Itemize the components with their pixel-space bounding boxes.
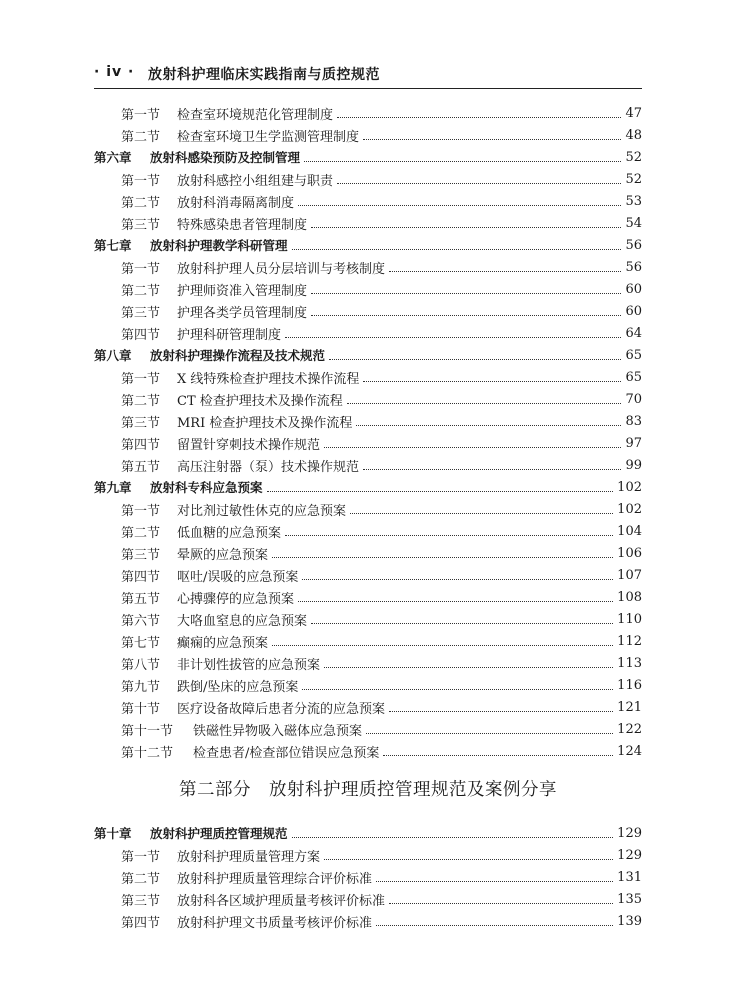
toc-entry-title: 晕厥的应急预案 bbox=[177, 547, 269, 563]
toc-entry-title: 癫痫的应急预案 bbox=[177, 635, 269, 651]
toc-entry-label: 第五节 bbox=[121, 459, 161, 475]
toc-section-entry[interactable] bbox=[94, 124, 642, 146]
toc-entry-title: 检查室环境规范化管理制度 bbox=[177, 107, 334, 123]
toc-entry-title: 放射科消毒隔离制度 bbox=[177, 195, 295, 211]
toc-entry-page: 48 bbox=[625, 127, 642, 143]
toc-entry-title: 放射科专科应急预案 bbox=[150, 480, 263, 495]
toc-entry-title: 非计划性拔管的应急预案 bbox=[177, 657, 321, 673]
dot-leader bbox=[363, 139, 621, 140]
dot-leader bbox=[324, 859, 613, 860]
toc-entry-page: 131 bbox=[617, 869, 642, 885]
toc-entry-page: 60 bbox=[625, 303, 642, 319]
toc-list-part1 bbox=[94, 102, 642, 762]
toc-entry-title: 放射科感染预防及控制管理 bbox=[150, 150, 301, 165]
toc-entry-page: 102 bbox=[617, 501, 642, 517]
toc-entry-page: 108 bbox=[617, 589, 642, 605]
toc-entry-page: 110 bbox=[617, 611, 642, 627]
toc-entry-title: CT 检查护理技术及操作流程 bbox=[177, 393, 343, 409]
toc-entry-label: 第二节 bbox=[121, 393, 161, 409]
toc-entry-label: 第九节 bbox=[121, 679, 161, 695]
toc-entry-title: 留置针穿刺技术操作规范 bbox=[177, 437, 321, 453]
dot-leader bbox=[298, 205, 621, 206]
dot-leader bbox=[311, 623, 613, 624]
toc-entry-page: 107 bbox=[617, 567, 642, 583]
toc-entry-label: 第六节 bbox=[121, 613, 161, 629]
toc-list-part2 bbox=[94, 822, 642, 932]
toc-section-entry[interactable] bbox=[94, 322, 642, 344]
toc-entry-label: 第二节 bbox=[121, 871, 161, 887]
toc-entry-page: 116 bbox=[617, 677, 642, 693]
toc-entry-label: 第三节 bbox=[121, 893, 161, 909]
toc-entry-label: 第二节 bbox=[121, 283, 161, 299]
toc-entry-page: 129 bbox=[617, 847, 642, 863]
toc-entry-label: 第一节 bbox=[121, 371, 161, 387]
dot-leader bbox=[363, 469, 621, 470]
toc-entry-label: 第四节 bbox=[121, 569, 161, 585]
toc-entry-title: 心搏骤停的应急预案 bbox=[177, 591, 295, 607]
toc-chapter-entry[interactable] bbox=[94, 476, 642, 498]
toc-entry-title: 放射科护理质量管理综合评价标准 bbox=[177, 871, 373, 887]
toc-entry-label: 第十二节 bbox=[121, 745, 174, 761]
toc-section-entry[interactable] bbox=[94, 564, 642, 586]
toc-entry-label: 第一节 bbox=[121, 503, 161, 519]
toc-section-entry[interactable] bbox=[94, 366, 642, 388]
dot-leader bbox=[383, 755, 613, 756]
dot-leader bbox=[272, 645, 613, 646]
toc-section-entry[interactable] bbox=[94, 454, 642, 476]
toc-entry-label: 第三节 bbox=[121, 217, 161, 233]
toc-entry-page: 129 bbox=[617, 825, 642, 841]
dot-leader bbox=[389, 711, 613, 712]
toc-entry-page: 47 bbox=[625, 105, 642, 121]
toc-entry-title: 放射科护理文书质量考核评价标准 bbox=[177, 915, 373, 931]
toc-entry-title: 放射科各区域护理质量考核评价标准 bbox=[177, 893, 386, 909]
toc-entry-label: 第八章 bbox=[94, 348, 132, 363]
toc-section-entry[interactable] bbox=[94, 718, 642, 740]
dot-leader bbox=[285, 535, 613, 536]
dot-leader bbox=[298, 601, 613, 602]
toc-section-entry[interactable] bbox=[94, 498, 642, 520]
toc-section-entry[interactable] bbox=[94, 674, 642, 696]
dot-leader bbox=[324, 447, 621, 448]
toc-entry-title: 护理科研管理制度 bbox=[177, 327, 282, 343]
toc-entry-label: 第三节 bbox=[121, 305, 161, 321]
toc-entry-title: 跌倒/坠床的应急预案 bbox=[177, 679, 299, 695]
toc-entry-label: 第四节 bbox=[121, 437, 161, 453]
header-rule bbox=[94, 88, 642, 89]
toc-entry-title: 放射科护理质控管理规范 bbox=[150, 826, 288, 841]
toc-section-entry[interactable] bbox=[94, 652, 642, 674]
dot-leader bbox=[311, 293, 621, 294]
dot-leader bbox=[311, 227, 621, 228]
dot-leader bbox=[285, 337, 621, 338]
dot-leader bbox=[311, 315, 621, 316]
toc-entry-page: 65 bbox=[625, 369, 642, 385]
toc-entry-page: 56 bbox=[625, 237, 642, 253]
toc-entry-page: 122 bbox=[617, 721, 642, 737]
toc-entry-page: 113 bbox=[617, 655, 642, 671]
toc-entry-title: X 线特殊检查护理技术操作流程 bbox=[177, 371, 360, 387]
toc-entry-page: 54 bbox=[625, 215, 642, 231]
dot-leader bbox=[376, 881, 613, 882]
toc-entry-page: 56 bbox=[625, 259, 642, 275]
toc-entry-title: 低血糖的应急预案 bbox=[177, 525, 282, 541]
dot-leader bbox=[302, 689, 613, 690]
dot-leader bbox=[304, 161, 621, 162]
dot-leader bbox=[356, 425, 621, 426]
toc-entry-page: 70 bbox=[625, 391, 642, 407]
toc-entry-title: 大咯血窒息的应急预案 bbox=[177, 613, 308, 629]
toc-entry-page: 139 bbox=[617, 913, 642, 929]
dot-leader bbox=[363, 381, 621, 382]
toc-entry-title: 特殊感染患者管理制度 bbox=[177, 217, 308, 233]
toc-entry-page: 83 bbox=[625, 413, 642, 429]
toc-entry-title: 放射科护理教学科研管理 bbox=[150, 238, 288, 253]
toc-section-entry[interactable] bbox=[94, 432, 642, 454]
toc-section-entry[interactable] bbox=[94, 168, 642, 190]
toc-entry-label: 第二节 bbox=[121, 525, 161, 541]
toc-entry-label: 第二节 bbox=[121, 195, 161, 211]
toc-entry-title: MRI 检查护理技术及操作流程 bbox=[177, 415, 353, 431]
toc-section-entry[interactable] bbox=[94, 608, 642, 630]
toc-entry-label: 第八节 bbox=[121, 657, 161, 673]
dot-leader bbox=[329, 359, 621, 360]
toc-section-entry[interactable] bbox=[94, 696, 642, 718]
toc-entry-page: 106 bbox=[617, 545, 642, 561]
toc-entry-title: 检查患者/检查部位错误应急预案 bbox=[193, 745, 380, 761]
toc-entry-label: 第十节 bbox=[121, 701, 161, 717]
toc-entry-title: 高压注射器（泵）技术操作规范 bbox=[177, 459, 360, 475]
toc-section-entry[interactable] bbox=[94, 910, 642, 932]
toc-section-entry[interactable] bbox=[94, 388, 642, 410]
toc-entry-title: 呕吐/误吸的应急预案 bbox=[177, 569, 299, 585]
toc-entry-page: 102 bbox=[617, 479, 642, 495]
dot-leader bbox=[302, 579, 613, 580]
toc-entry-label: 第四节 bbox=[121, 327, 161, 343]
toc-entry-label: 第七节 bbox=[121, 635, 161, 651]
toc-entry-title: 放射科感控小组组建与职责 bbox=[177, 173, 334, 189]
toc-entry-page: 64 bbox=[625, 325, 642, 341]
toc-entry-label: 第一节 bbox=[121, 261, 161, 277]
toc-entry-title: 放射科护理质量管理方案 bbox=[177, 849, 321, 865]
toc-entry-title: 对比剂过敏性休克的应急预案 bbox=[177, 503, 347, 519]
toc-section-entry[interactable] bbox=[94, 212, 642, 234]
toc-entry-label: 第六章 bbox=[94, 150, 132, 165]
dot-leader bbox=[376, 925, 613, 926]
dot-leader bbox=[292, 837, 614, 838]
toc-section-entry[interactable] bbox=[94, 190, 642, 212]
toc-entry-page: 135 bbox=[617, 891, 642, 907]
toc-entry-page: 52 bbox=[625, 149, 642, 165]
toc-chapter-entry[interactable] bbox=[94, 344, 642, 366]
dot-leader bbox=[324, 667, 613, 668]
toc-section-entry[interactable] bbox=[94, 586, 642, 608]
running-header bbox=[94, 64, 642, 86]
toc-entry-page: 112 bbox=[617, 633, 642, 649]
toc-entry-label: 第二节 bbox=[121, 129, 161, 145]
toc-entry-page: 60 bbox=[625, 281, 642, 297]
toc-section-entry[interactable] bbox=[94, 888, 642, 910]
toc-entry-title: 检查室环境卫生学监测管理制度 bbox=[177, 129, 360, 145]
dot-leader bbox=[389, 903, 613, 904]
toc-chapter-entry[interactable] bbox=[94, 146, 642, 168]
toc-entry-label: 第十一节 bbox=[121, 723, 174, 739]
dot-leader bbox=[267, 491, 614, 492]
toc-chapter-entry[interactable] bbox=[94, 234, 642, 256]
toc-entry-title: 放射科护理人员分层培训与考核制度 bbox=[177, 261, 386, 277]
toc-entry-label: 第一节 bbox=[121, 849, 161, 865]
toc-section-entry[interactable] bbox=[94, 542, 642, 564]
toc-entry-page: 99 bbox=[625, 457, 642, 473]
dot-leader bbox=[347, 403, 622, 404]
toc-entry-label: 第十章 bbox=[94, 826, 132, 841]
dot-leader bbox=[337, 117, 621, 118]
toc-entry-label: 第三节 bbox=[121, 547, 161, 563]
toc-section-entry[interactable] bbox=[94, 520, 642, 542]
toc-section-entry[interactable] bbox=[94, 300, 642, 322]
toc-section-entry[interactable] bbox=[94, 278, 642, 300]
toc-section-entry[interactable] bbox=[94, 630, 642, 652]
dot-leader bbox=[337, 183, 621, 184]
dot-leader bbox=[350, 513, 613, 514]
toc-entry-page: 52 bbox=[625, 171, 642, 187]
toc-section-entry[interactable] bbox=[94, 256, 642, 278]
toc-entry-label: 第五节 bbox=[121, 591, 161, 607]
dot-leader bbox=[366, 733, 613, 734]
toc-section-entry[interactable] bbox=[94, 844, 642, 866]
page-number: · iv · bbox=[94, 64, 135, 80]
toc-entry-label: 第三节 bbox=[121, 415, 161, 431]
book-title: 放射科护理临床实践指南与质控规范 bbox=[148, 67, 380, 83]
dot-leader bbox=[292, 249, 622, 250]
toc-entry-label: 第一节 bbox=[121, 173, 161, 189]
toc-entry-page: 121 bbox=[617, 699, 642, 715]
toc-entry-label: 第一节 bbox=[121, 107, 161, 123]
part-label: 第二部分 bbox=[179, 780, 251, 800]
toc-entry-title: 护理各类学员管理制度 bbox=[177, 305, 308, 321]
toc-entry-title: 医疗设备故障后患者分流的应急预案 bbox=[177, 701, 386, 717]
toc-entry-page: 97 bbox=[625, 435, 642, 451]
toc-entry-page: 124 bbox=[617, 743, 642, 759]
toc-entry-label: 第七章 bbox=[94, 238, 132, 253]
toc-entry-page: 104 bbox=[617, 523, 642, 539]
toc-section-entry[interactable] bbox=[94, 410, 642, 432]
toc-section-entry[interactable] bbox=[94, 740, 642, 762]
toc-section-entry[interactable] bbox=[94, 102, 642, 124]
toc-entry-title: 护理师资准入管理制度 bbox=[177, 283, 308, 299]
toc-section-entry[interactable] bbox=[94, 866, 642, 888]
toc-entry-page: 65 bbox=[625, 347, 642, 363]
toc-entry-title: 铁磁性异物吸入磁体应急预案 bbox=[193, 723, 363, 739]
toc-entry-page: 53 bbox=[625, 193, 642, 209]
toc-entry-label: 第九章 bbox=[94, 480, 132, 495]
toc-entry-label: 第四节 bbox=[121, 915, 161, 931]
part-two-heading bbox=[94, 776, 642, 801]
dot-leader bbox=[272, 557, 613, 558]
dot-leader bbox=[389, 271, 621, 272]
toc-entry-title: 放射科护理操作流程及技术规范 bbox=[150, 348, 326, 363]
part-title: 放射科护理质控管理规范及案例分享 bbox=[269, 780, 557, 800]
toc-chapter-entry[interactable] bbox=[94, 822, 642, 844]
